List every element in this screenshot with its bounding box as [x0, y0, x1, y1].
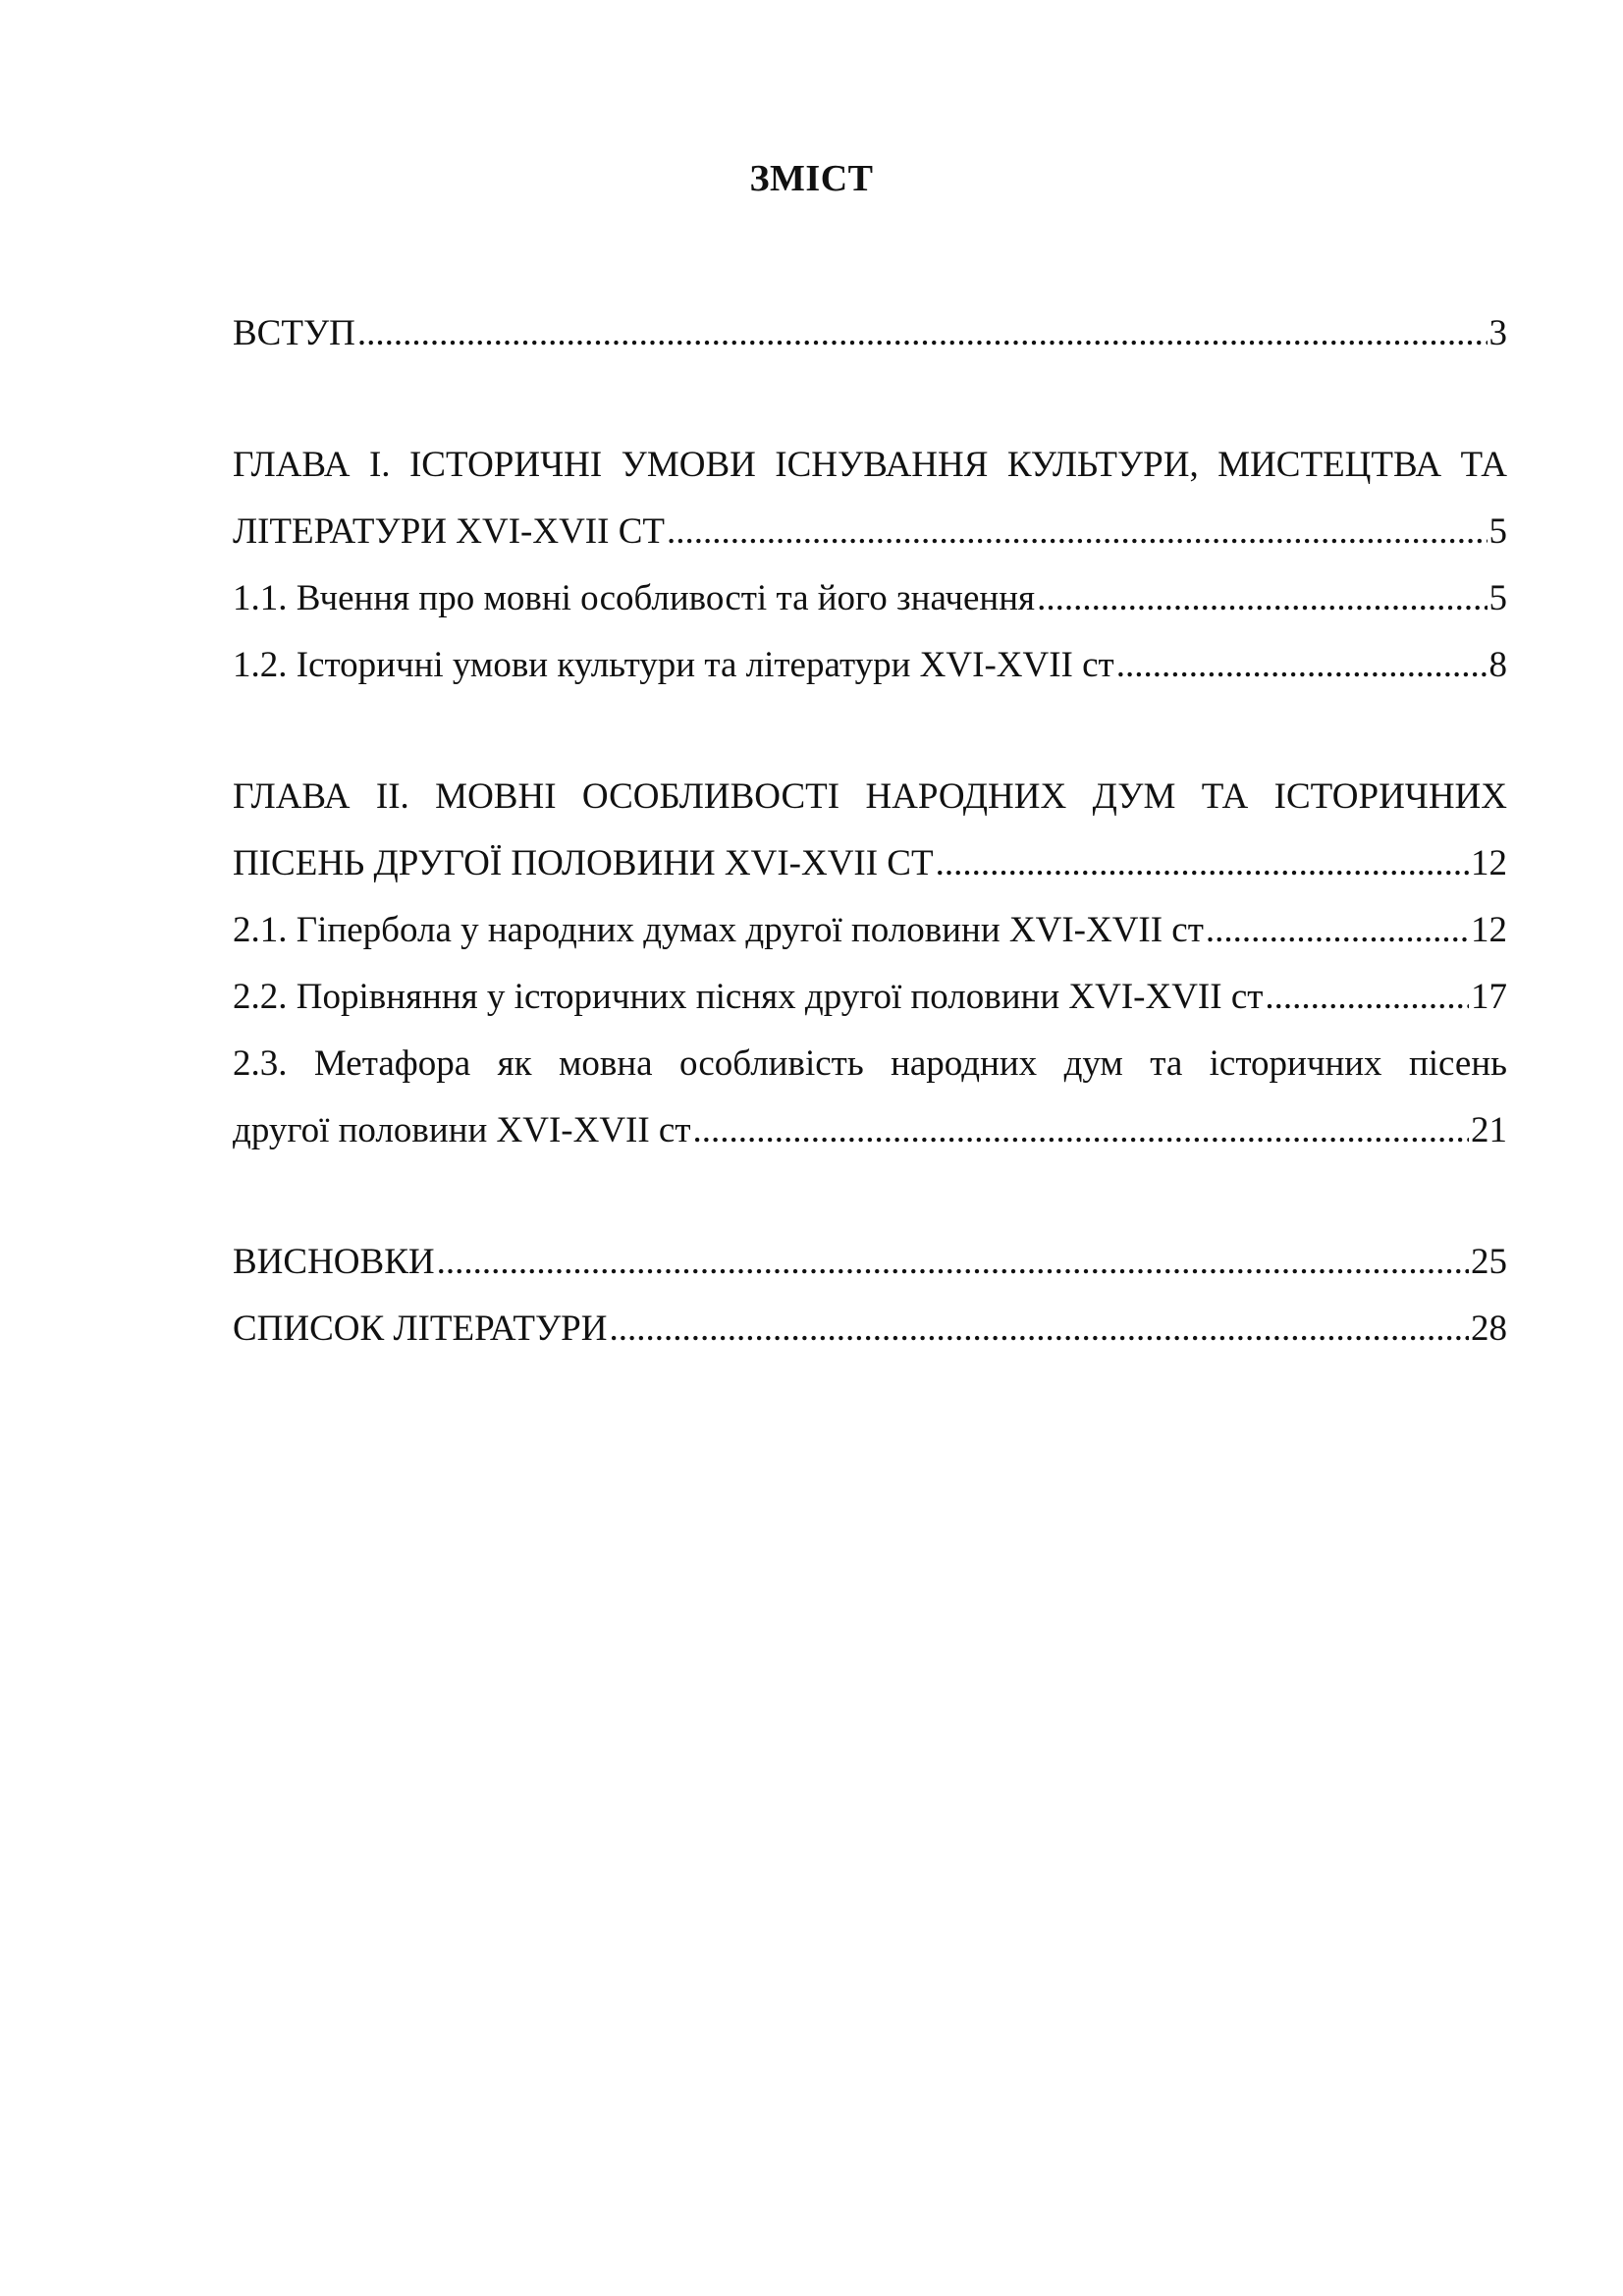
dot-leader — [1265, 974, 1469, 1021]
toc-entry-label: ВСТУП — [233, 313, 355, 353]
toc-page-number: 3 — [1488, 313, 1507, 353]
toc-entry-label: другої половини XVI-XVII ст — [233, 1110, 691, 1150]
page-title: ЗМІСТ — [749, 158, 874, 199]
toc-page-number: 21 — [1471, 1110, 1507, 1150]
dot-leader — [1037, 575, 1487, 622]
toc-entry-label: 2.2. Порівняння у історичних піснях другої половини XVI-XVII ст — [233, 977, 1264, 1017]
toc-page-number: 17 — [1471, 977, 1507, 1017]
toc-page-number: 5 — [1488, 511, 1507, 552]
toc-entry-chapter-1-line2[interactable] — [233, 508, 1507, 556]
toc-entry-section-1-2[interactable] — [233, 642, 1507, 689]
toc-entry-label: ЛІТЕРАТУРИ XVI-XVII СТ — [233, 511, 665, 552]
toc-entry-intro[interactable] — [233, 310, 1507, 357]
toc-entry-label: 1.1. Вчення про мовні особливості та його значення — [233, 578, 1036, 618]
toc-entry-chapter-1-line1[interactable]: ГЛАВА І. ІСТОРИЧНІ УМОВИ ІСНУВАННЯ КУЛЬТУРИ, МИСТЕЦТВА ТА — [233, 445, 1507, 485]
dot-leader — [667, 508, 1488, 556]
toc-entry-references[interactable] — [233, 1306, 1507, 1353]
toc-entry-section-2-3-line1[interactable]: 2.3. Метафора як мовна особливість народних дум та історичних пісень — [233, 1043, 1507, 1084]
toc-entry-label: ВИСНОВКИ — [233, 1242, 435, 1282]
dot-leader — [1206, 907, 1469, 954]
toc-entry-section-2-1[interactable] — [233, 907, 1507, 954]
toc-page-number: 8 — [1488, 645, 1507, 685]
dot-leader — [1116, 642, 1488, 689]
toc-entry-label: 1.2. Історичні умови культури та літератури XVI-XVII ст — [233, 645, 1114, 685]
toc-entry-label: ПІСЕНЬ ДРУГОЇ ПОЛОВИНИ XVI-XVII СТ — [233, 843, 934, 883]
toc-entry-section-1-1[interactable] — [233, 575, 1507, 622]
dot-leader — [357, 310, 1488, 357]
toc-entry-label: СПИСОК ЛІТЕРАТУРИ — [233, 1308, 608, 1349]
dot-leader — [437, 1239, 1469, 1286]
dot-leader — [936, 840, 1469, 887]
toc-entry-chapter-2-line2[interactable] — [233, 840, 1507, 887]
toc-page-number: 5 — [1488, 578, 1507, 618]
toc-page-number: 25 — [1471, 1242, 1507, 1282]
toc-entry-section-2-2[interactable] — [233, 974, 1507, 1021]
toc-entry-conclusions[interactable] — [233, 1239, 1507, 1286]
dot-leader — [609, 1306, 1469, 1353]
toc-entry-chapter-2-line1[interactable]: ГЛАВА ІІ. МОВНІ ОСОБЛИВОСТІ НАРОДНИХ ДУМ ТА ІСТОРИЧНИХ — [233, 776, 1507, 817]
toc-entry-label: 2.1. Гіпербола у народних думах другої половини XVI-XVII ст — [233, 910, 1204, 950]
toc-entry-section-2-3-line2[interactable] — [233, 1107, 1507, 1154]
toc-page-number: 12 — [1471, 843, 1507, 883]
dot-leader — [693, 1107, 1469, 1154]
toc-page-number: 28 — [1471, 1308, 1507, 1349]
toc-page-number: 12 — [1471, 910, 1507, 950]
